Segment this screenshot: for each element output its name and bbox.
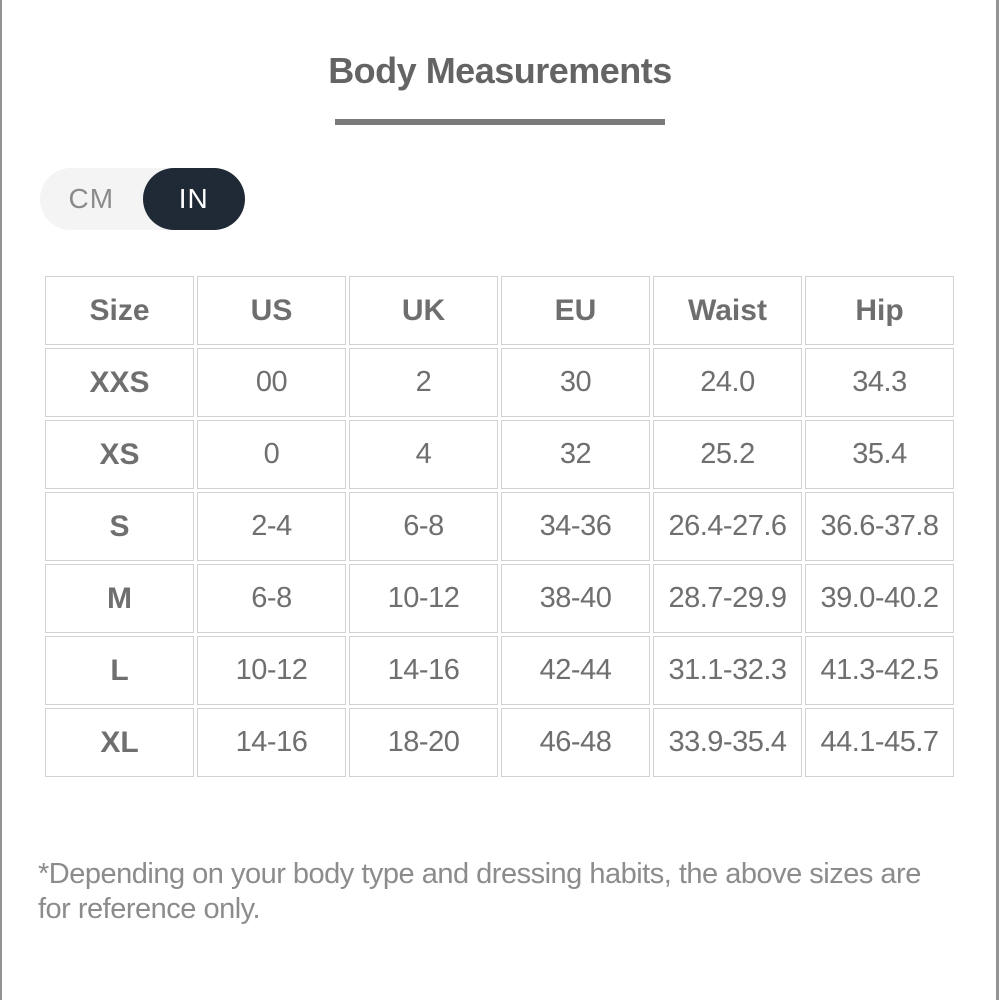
cell-hip: 44.1-45.7 [805,708,954,777]
cell-uk: 6-8 [349,492,498,561]
table-row [45,420,954,489]
size-disclaimer-footnote: *Depending on your body type and dressing habits, the above sizes are for reference only. [38,858,921,926]
cell-uk: 14-16 [349,636,498,705]
cell-waist: 26.4-27.6 [653,492,802,561]
unit-toggle[interactable] [40,168,245,230]
cell-us: 6-8 [197,564,346,633]
header-uk: UK [349,276,498,345]
cell-waist: 25.2 [653,420,802,489]
cell-us: 10-12 [197,636,346,705]
cell-uk: 4 [349,420,498,489]
cell-eu: 38-40 [501,564,650,633]
header-size: Size [45,276,194,345]
cell-waist: 31.1-32.3 [653,636,802,705]
cell-size: M [45,564,194,633]
table-row [45,492,954,561]
cell-eu: 42-44 [501,636,650,705]
screen-edge-left [0,0,2,1000]
table-header-row [45,276,954,345]
cell-uk: 2 [349,348,498,417]
unit-toggle-cm-button[interactable]: CM [40,168,143,230]
page-title: Body Measurements [328,50,672,91]
cell-waist: 33.9-35.4 [653,708,802,777]
cell-hip: 39.0-40.2 [805,564,954,633]
body-measurements-table [42,273,957,780]
header-hip: Hip [805,276,954,345]
cell-us: 2-4 [197,492,346,561]
cell-hip: 36.6-37.8 [805,492,954,561]
cell-uk: 10-12 [349,564,498,633]
cell-waist: 24.0 [653,348,802,417]
cell-size: XXS [45,348,194,417]
cell-us: 14-16 [197,708,346,777]
table-row [45,708,954,777]
table-row [45,564,954,633]
cell-eu: 30 [501,348,650,417]
title-section [0,0,1000,125]
cell-eu: 34-36 [501,492,650,561]
cell-size: S [45,492,194,561]
cell-us: 00 [197,348,346,417]
cell-hip: 35.4 [805,420,954,489]
title-underline [335,119,665,125]
cell-size: L [45,636,194,705]
header-us: US [197,276,346,345]
cell-hip: 34.3 [805,348,954,417]
cell-hip: 41.3-42.5 [805,636,954,705]
cell-eu: 46-48 [501,708,650,777]
unit-toggle-in-button[interactable]: IN [143,168,246,230]
cell-size: XL [45,708,194,777]
cell-eu: 32 [501,420,650,489]
screen-edge-right [996,0,999,1000]
table-row [45,348,954,417]
cell-uk: 18-20 [349,708,498,777]
header-eu: EU [501,276,650,345]
cell-size: XS [45,420,194,489]
table-row [45,636,954,705]
cell-us: 0 [197,420,346,489]
cell-waist: 28.7-29.9 [653,564,802,633]
header-waist: Waist [653,276,802,345]
